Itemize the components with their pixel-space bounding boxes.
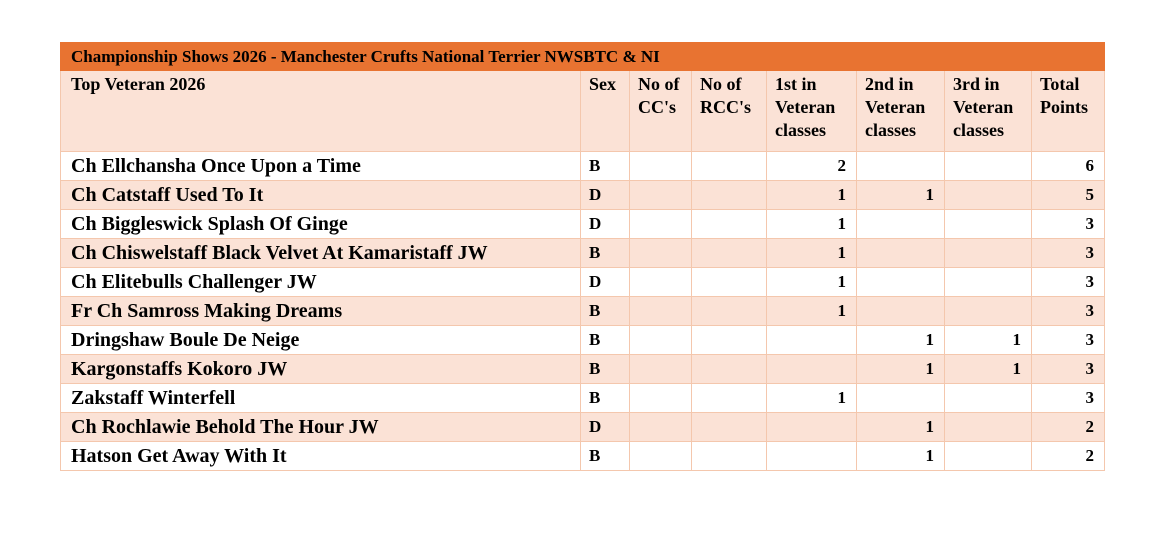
title-banner — [61, 43, 1105, 71]
rcc-cell — [692, 384, 767, 413]
first-place-cell: 1 — [767, 384, 857, 413]
table-row — [61, 210, 1105, 239]
table-row — [61, 181, 1105, 210]
standings-document — [60, 42, 1104, 471]
third-place-cell — [945, 210, 1032, 239]
cc-cell — [630, 442, 692, 471]
sex-cell: D — [581, 181, 630, 210]
rcc-cell — [692, 268, 767, 297]
third-place-cell — [945, 152, 1032, 181]
dog-name-cell: Ch Catstaff Used To It — [61, 181, 581, 210]
cc-cell — [630, 384, 692, 413]
cc-cell — [630, 355, 692, 384]
table-row — [61, 268, 1105, 297]
total-points-cell: 3 — [1032, 210, 1105, 239]
total-points-cell: 2 — [1032, 442, 1105, 471]
total-points-cell: 3 — [1032, 297, 1105, 326]
sex-cell: B — [581, 355, 630, 384]
second-place-cell — [857, 297, 945, 326]
header-cc: No of CC's — [630, 71, 692, 152]
cc-cell — [630, 210, 692, 239]
header-total: Total Points — [1032, 71, 1105, 152]
third-place-cell — [945, 384, 1032, 413]
rcc-cell — [692, 326, 767, 355]
second-place-cell — [857, 268, 945, 297]
third-place-cell: 1 — [945, 326, 1032, 355]
total-points-cell: 3 — [1032, 384, 1105, 413]
rcc-cell — [692, 181, 767, 210]
header-row — [61, 71, 1105, 152]
total-points-cell: 6 — [1032, 152, 1105, 181]
total-points-cell: 3 — [1032, 268, 1105, 297]
rcc-cell — [692, 355, 767, 384]
third-place-cell — [945, 297, 1032, 326]
header-second: 2nd in Veteran classes — [857, 71, 945, 152]
dog-name-cell: Kargonstaffs Kokoro JW — [61, 355, 581, 384]
sex-cell: B — [581, 326, 630, 355]
cc-cell — [630, 326, 692, 355]
total-points-cell: 3 — [1032, 355, 1105, 384]
dog-name-cell: Ch Elitebulls Challenger JW — [61, 268, 581, 297]
dog-name-cell: Zakstaff Winterfell — [61, 384, 581, 413]
second-place-cell — [857, 384, 945, 413]
sex-cell: B — [581, 239, 630, 268]
header-rcc: No of RCC's — [692, 71, 767, 152]
rcc-cell — [692, 413, 767, 442]
sex-cell: D — [581, 413, 630, 442]
sex-cell: B — [581, 297, 630, 326]
header-first: 1st in Veteran classes — [767, 71, 857, 152]
sex-cell: B — [581, 442, 630, 471]
cc-cell — [630, 268, 692, 297]
second-place-cell — [857, 210, 945, 239]
sex-cell: B — [581, 152, 630, 181]
cc-cell — [630, 152, 692, 181]
first-place-cell: 1 — [767, 210, 857, 239]
second-place-cell — [857, 152, 945, 181]
third-place-cell: 1 — [945, 355, 1032, 384]
rcc-cell — [692, 210, 767, 239]
dog-name-cell: Ch Biggleswick Splash Of Ginge — [61, 210, 581, 239]
cc-cell — [630, 181, 692, 210]
second-place-cell: 1 — [857, 326, 945, 355]
dog-name-cell: Dringshaw Boule De Neige — [61, 326, 581, 355]
sex-cell: D — [581, 210, 630, 239]
dog-name-cell: Ch Rochlawie Behold The Hour JW — [61, 413, 581, 442]
second-place-cell: 1 — [857, 442, 945, 471]
header-dog-name: Top Veteran 2026 — [61, 71, 581, 152]
first-place-cell: 1 — [767, 297, 857, 326]
third-place-cell — [945, 413, 1032, 442]
header-sex: Sex — [581, 71, 630, 152]
cc-cell — [630, 297, 692, 326]
first-place-cell: 1 — [767, 239, 857, 268]
cc-cell — [630, 239, 692, 268]
header-third: 3rd in Veteran classes — [945, 71, 1032, 152]
first-place-cell — [767, 442, 857, 471]
table-row — [61, 152, 1105, 181]
rcc-cell — [692, 297, 767, 326]
third-place-cell — [945, 442, 1032, 471]
first-place-cell: 1 — [767, 181, 857, 210]
table-row — [61, 442, 1105, 471]
total-points-cell: 5 — [1032, 181, 1105, 210]
rcc-cell — [692, 442, 767, 471]
first-place-cell — [767, 413, 857, 442]
veteran-points-table — [60, 42, 1105, 471]
table-row — [61, 413, 1105, 442]
second-place-cell: 1 — [857, 181, 945, 210]
first-place-cell: 2 — [767, 152, 857, 181]
dog-name-cell: Hatson Get Away With It — [61, 442, 581, 471]
third-place-cell — [945, 181, 1032, 210]
sex-cell: B — [581, 384, 630, 413]
table-row — [61, 326, 1105, 355]
cc-cell — [630, 413, 692, 442]
dog-name-cell: Fr Ch Samross Making Dreams — [61, 297, 581, 326]
first-place-cell — [767, 355, 857, 384]
table-title: Championship Shows 2026 - Manchester Crufts National Terrier NWSBTC & NI — [61, 43, 1105, 71]
total-points-cell: 3 — [1032, 326, 1105, 355]
dog-name-cell: Ch Ellchansha Once Upon a Time — [61, 152, 581, 181]
first-place-cell — [767, 326, 857, 355]
table-row — [61, 297, 1105, 326]
second-place-cell — [857, 239, 945, 268]
sex-cell: D — [581, 268, 630, 297]
table-row — [61, 355, 1105, 384]
third-place-cell — [945, 268, 1032, 297]
rcc-cell — [692, 239, 767, 268]
rcc-cell — [692, 152, 767, 181]
third-place-cell — [945, 239, 1032, 268]
table-row — [61, 384, 1105, 413]
dog-name-cell: Ch Chiswelstaff Black Velvet At Kamaristaff JW — [61, 239, 581, 268]
second-place-cell: 1 — [857, 413, 945, 442]
total-points-cell: 2 — [1032, 413, 1105, 442]
table-row — [61, 239, 1105, 268]
total-points-cell: 3 — [1032, 239, 1105, 268]
second-place-cell: 1 — [857, 355, 945, 384]
first-place-cell: 1 — [767, 268, 857, 297]
